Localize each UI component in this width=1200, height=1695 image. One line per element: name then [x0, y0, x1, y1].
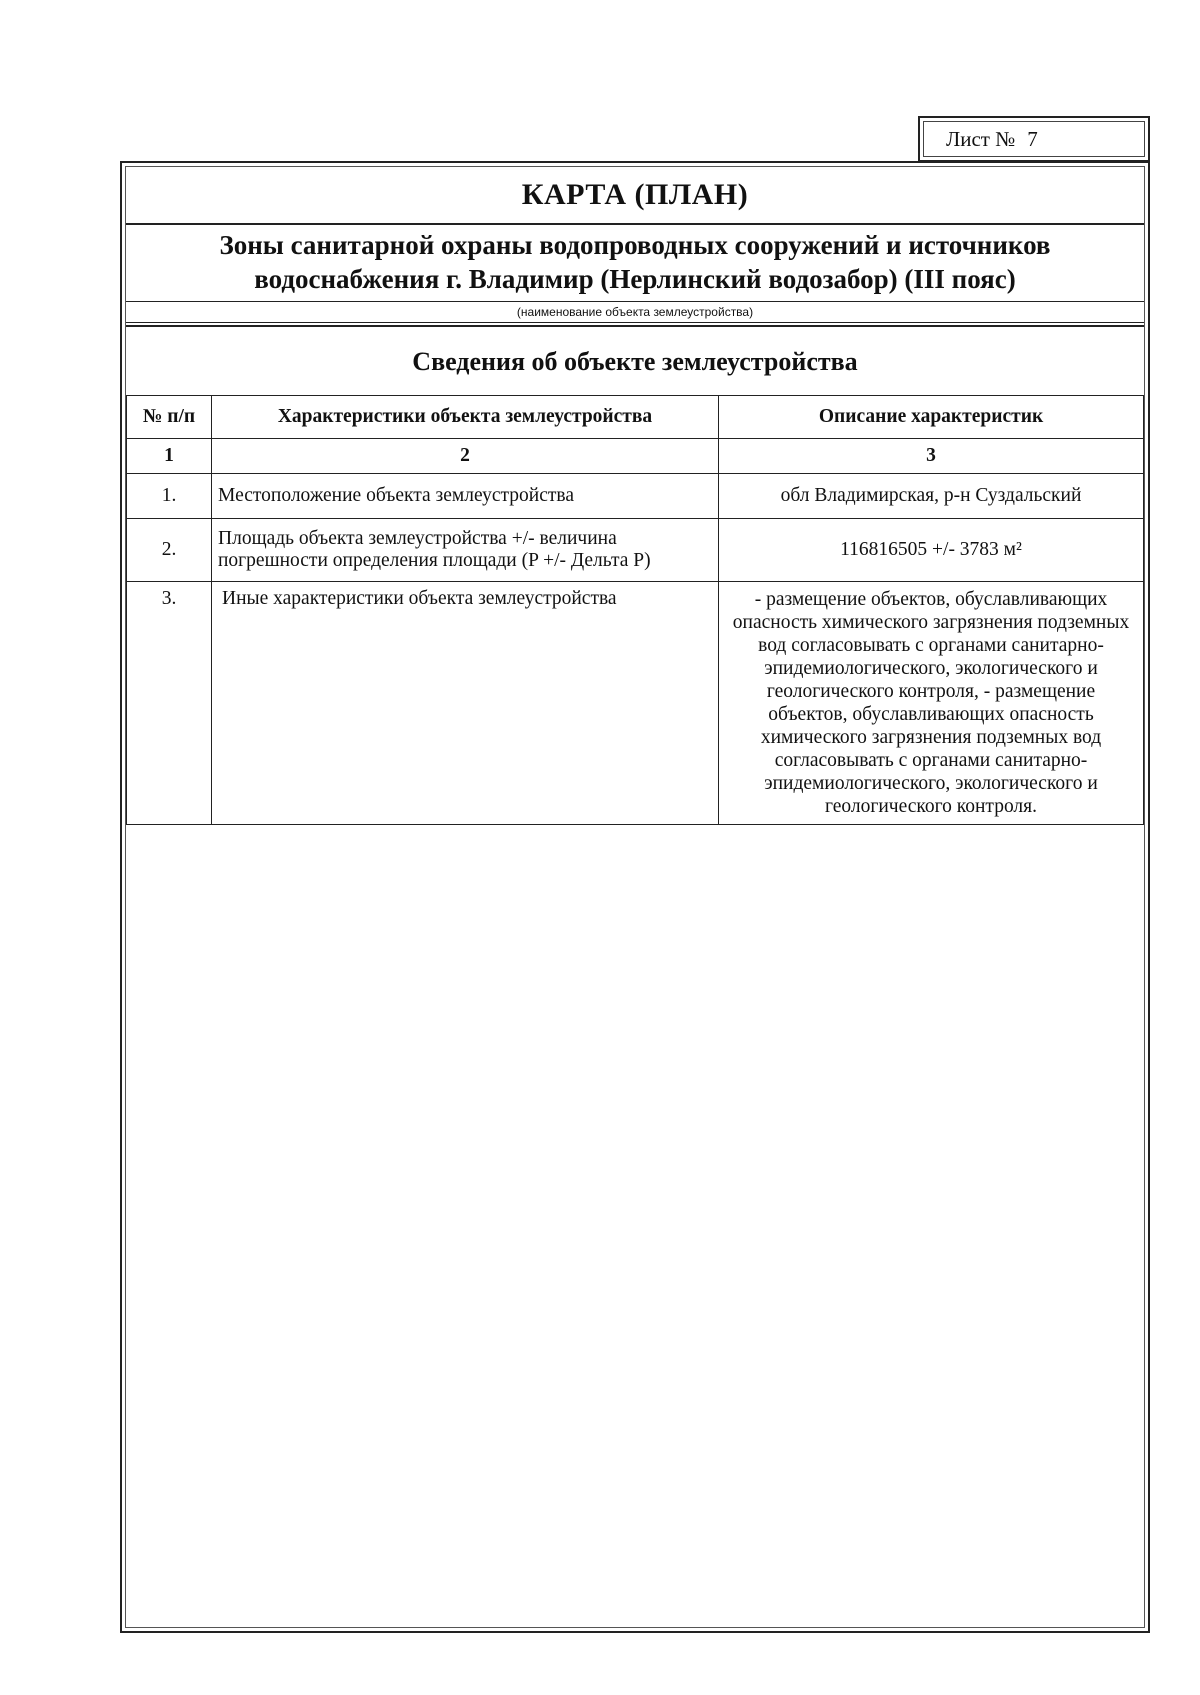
row-description: - размещение объектов, обуславливающих опасность химического загрязнения подземных вод согласовывать с органами санитарно-эпидемиологического, экологического и геологического контроля, - размещение объектов, обуславливающих опасность химического загрязнения подземных вод согласовывать с органами санитарно-эпидемиологического, экологического и геологического контроля.	[719, 582, 1144, 825]
table-row	[127, 519, 1144, 582]
col-header-characteristic: Характеристики объекта землеустройства	[212, 396, 719, 439]
row-number: 3.	[127, 582, 212, 825]
info-table	[126, 395, 1144, 825]
section-title: Сведения об объекте землеустройства	[126, 325, 1144, 397]
col-header-description: Описание характеристик	[719, 396, 1144, 439]
table-row	[127, 474, 1144, 519]
table-row	[127, 582, 1144, 825]
object-name-caption: (наименование объекта землеустройства)	[126, 301, 1144, 323]
column-number-3: 3	[719, 439, 1144, 474]
sheet-number-box	[918, 116, 1150, 162]
row-characteristic: Площадь объекта землеустройства +/- величина погрешности определения площади (P +/- Дельта P)	[212, 519, 719, 582]
row-number: 2.	[127, 519, 212, 582]
row-characteristic: Местоположение объекта землеустройства	[212, 474, 719, 519]
column-number-1: 1	[127, 439, 212, 474]
sheet-label: Лист №	[946, 126, 1016, 151]
table-header-row	[127, 396, 1144, 439]
document-frame	[120, 161, 1150, 1633]
row-characteristic: Иные характеристики объекта землеустройства	[212, 582, 719, 825]
row-description: 116816505 +/- 3783 м²	[719, 519, 1144, 582]
column-number-2: 2	[212, 439, 719, 474]
row-number: 1.	[127, 474, 212, 519]
sheet-number: 7	[1027, 126, 1038, 151]
column-numbers-row	[127, 439, 1144, 474]
row-description: обл Владимирская, р-н Суздальский	[719, 474, 1144, 519]
object-name	[126, 225, 1144, 299]
page-title: КАРТА (ПЛАН)	[126, 167, 1144, 225]
object-name-text: Зоны санитарной охраны водопроводных сооружений и источников водоснабжения г. Владимир (Нерлинский водозабор) (III пояс)	[219, 230, 1051, 294]
col-header-number: № п/п	[127, 396, 212, 439]
